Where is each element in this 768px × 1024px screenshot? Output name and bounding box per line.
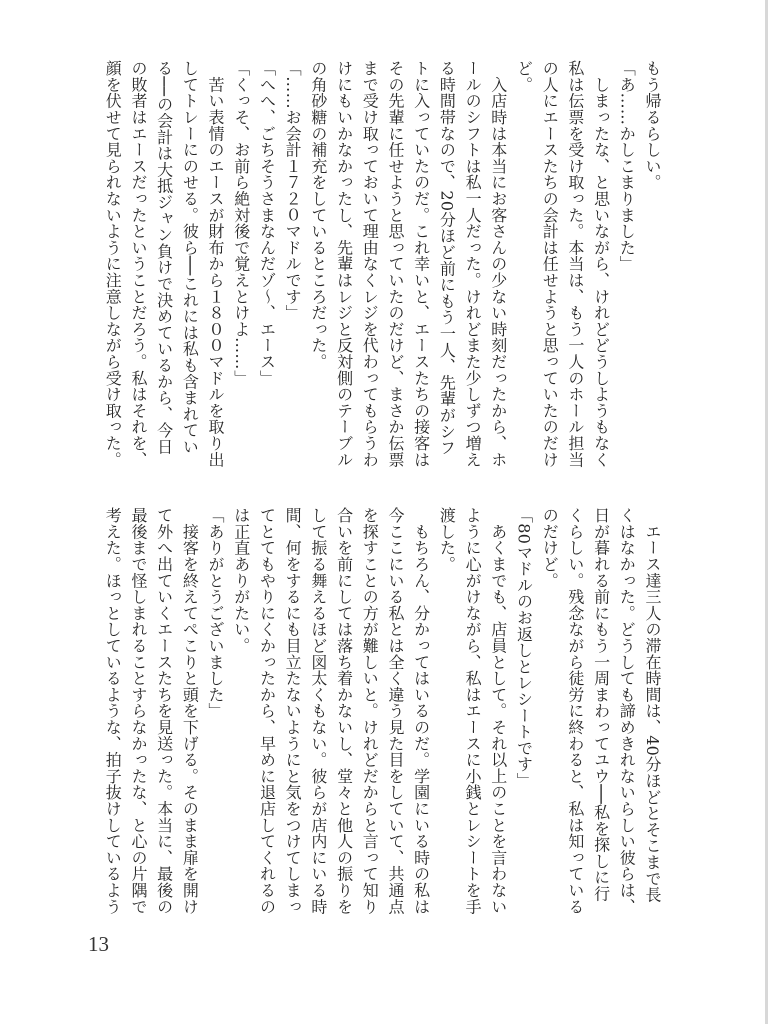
text-column: は正直ありがたい。 (231, 507, 251, 654)
text-column: してトレーにのせる。彼ら──これには私も含まれてい (180, 60, 200, 455)
text-column: の人にエースたちの会計は任せようと思っていたのだけ (540, 60, 560, 468)
text-column: 「……お会計１７２０マドルです」 (283, 60, 303, 321)
text-column: 入店時は本当にお客さんの少ない時刻だったから、ホ (488, 60, 508, 468)
text-column: ど。 (514, 60, 534, 93)
text-column: の角砂糖の補充をしているところだった。 (308, 60, 328, 370)
text-column: くはなかった。どうしても諦めきれないらしい彼らは、 (617, 507, 637, 915)
text-column: その先輩に任せようと思っていたのだけど、まさか伝票 (385, 60, 405, 468)
text-column: る時間帯なので、20分ほど前にもう一人、先輩がシフ (437, 60, 457, 456)
text-column: 間、何をするにも目立たないようにと気をつけてしまっ (283, 507, 303, 915)
text-column: 接客を終えてぺこりと頭を下げる。そのまま扉を開け (180, 507, 200, 915)
text-column: 今ここにいる私とは全く違う見た目をしていて、共通点 (385, 507, 405, 915)
text-column: 「あ……かしこまりました」 (617, 60, 637, 272)
text-column: まで受け取っておいて理由なくレジを代わってもらうわ (360, 60, 380, 468)
text-column: てとてもやりにくかったから、早めに退店してくれるの (257, 507, 277, 915)
text-column: る──の会計は大抵ジャン負けで決めているから、今日 (154, 60, 174, 455)
text-column: 「へへ、ごちそうさまなんだゾ～、エース」 (257, 60, 277, 386)
text-column: 最後まで怪しまれることすらなかったな、と心の片隅で (128, 507, 148, 915)
text-column: もう帰るらしい。 (643, 60, 662, 191)
text-column: 苦い表情のエースが財布から１８００マドルを取り出 (206, 60, 226, 468)
text-column: 顔を伏せて見られないように注意しながら受け取った。 (103, 60, 123, 468)
text-column: くらしい。残念ながら徒労に終わると、私は知っている (565, 507, 585, 915)
text-column: もちろん、分かってはいるのだ。学園にいる時の私は (411, 507, 431, 915)
page-number: 13 (88, 932, 109, 956)
text-column: 「くっそ、お前ら絶対後で覚えとけよ……」 (231, 60, 251, 386)
text-column: のだけど。 (540, 507, 560, 589)
text-column: しまったな、と思いながら、けれどどうしようもなく (591, 60, 611, 468)
text-column: 「ありがとうございました」 (206, 507, 226, 719)
text-column: 考えた。ほっとしているような、拍子抜けしているよう (103, 507, 123, 915)
text-column: ように心がけながら、私はエースに小銭とレシートを手 (463, 507, 483, 915)
text-column: 合いを前にしては落ち着かないし、堂々と他人の振りを (334, 507, 354, 915)
text-column: して振る舞えるほど図太くもない。彼らが店内にいる時 (308, 507, 328, 915)
text-column: エース達三人の滞在時間は、40分ほどとそこまで長 (643, 507, 662, 903)
text-column: 日が暮れる前にもう一周まわってユウ──私を探しに行 (591, 507, 611, 902)
text-column: て外へ出ていくエースたちを見送った。本当に、最後の (154, 507, 174, 915)
text-column: あくまでも、店員として。それ以上のことを言わない (488, 507, 508, 915)
text-column: 「80マドルのお返しとレシートです」 (514, 507, 534, 789)
text-column: けにもいかなかったし、先輩はレジと反対側のテーブル (334, 60, 354, 468)
text-column: 私は伝票を受け取った。本当は、もう一人のホール担当 (565, 60, 585, 468)
text-column: の敗者はエースだったということだろう。私はそれを、 (128, 60, 148, 468)
text-column: を探すことの方が難しいと。けれどだからと言って知り (360, 507, 380, 915)
text-column: ールのシフトは私一人だった。けれどまた少しずつ増え (463, 60, 483, 468)
lower-text-block (100, 507, 665, 919)
text-column: 渡した。 (437, 507, 457, 573)
upper-text-block (100, 60, 665, 472)
text-column: トに入っていたのだ。これ幸いと、エースたちの接客は (411, 60, 431, 468)
